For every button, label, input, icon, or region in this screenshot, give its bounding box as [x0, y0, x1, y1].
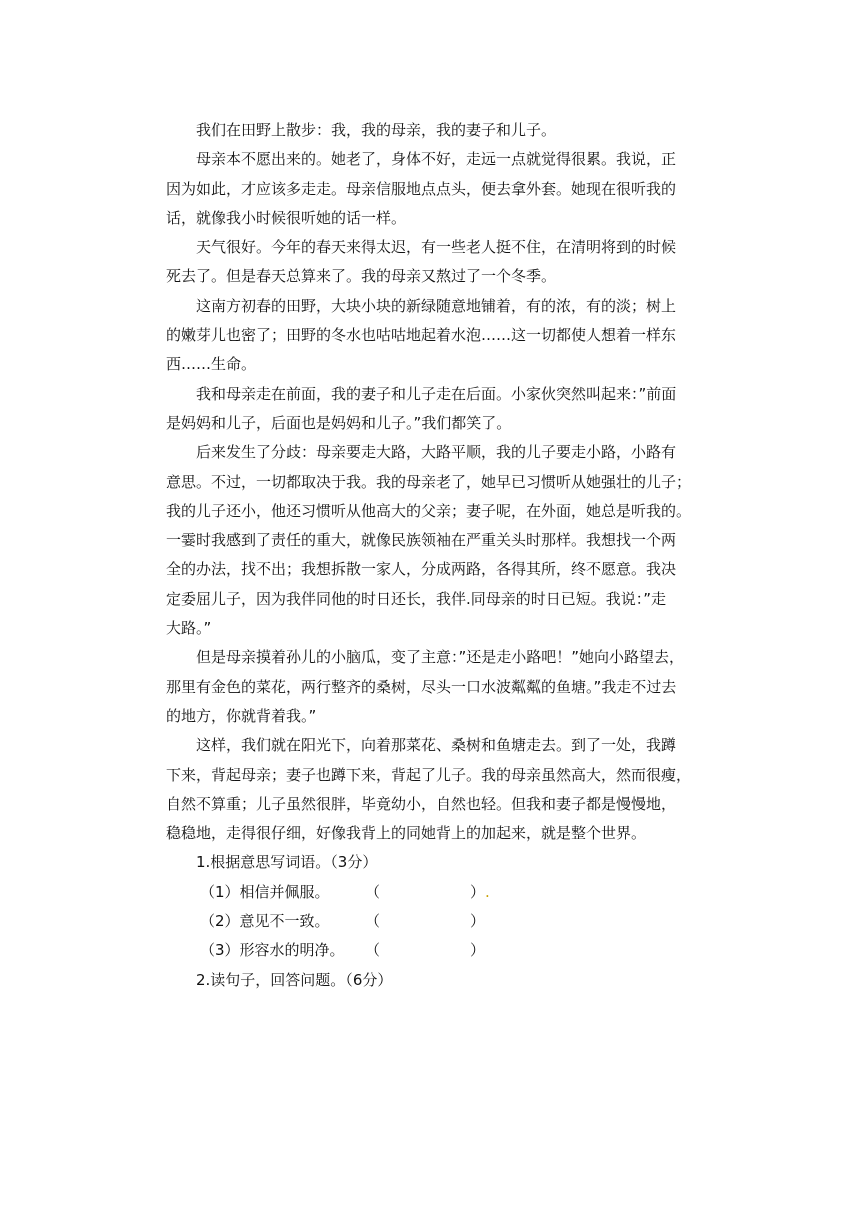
passage-line: 自然不算重；儿子虽然很胖，毕竟幼小，自然也轻。但我和妻子都是慢慢地，	[166, 794, 677, 813]
passage-line: 的嫩芽儿也密了；田野的冬水也咕咕地起着水泡……这一切都使人想着一样东	[166, 326, 677, 345]
paragraph	[166, 438, 696, 643]
question-2	[166, 966, 696, 995]
worksheet-page	[166, 116, 696, 995]
passage-line: 天气很好。今年的春天来得太迟，有一些老人挺不住，在清明将到的时候	[196, 238, 677, 257]
passage-line: 大路。”	[166, 619, 212, 638]
paragraph	[166, 380, 696, 439]
passage-line: 死去了。但是春天总算来了。我的母亲又熬过了一个冬季。	[166, 267, 557, 286]
passage-line: 这南方初春的田野，大块小块的新绿随意地铺着，有的浓，有的淡；树上	[196, 296, 677, 315]
question-1-item	[166, 878, 696, 907]
passage-line: 因为如此，才应该多走走。母亲信服地点点头，便去拿外套。她现在很听我的	[166, 179, 677, 198]
close-paren: ）	[470, 912, 486, 931]
passage-line: 话，就像我小时候很听她的话一样。	[166, 208, 407, 227]
answer-blank[interactable]	[380, 907, 470, 936]
paragraph	[166, 116, 696, 145]
open-paren: （	[365, 882, 381, 901]
paragraph	[166, 145, 696, 233]
passage-line: 一霎时我感到了责任的重大，就像民族领袖在严重关头时那样。我想找一个两	[166, 531, 677, 550]
passage-line: 我和母亲走在前面，我的妻子和儿子走在后面。小家伙突然叫起来：”前面	[196, 384, 677, 403]
paragraph	[166, 233, 696, 292]
item-prompt: （3）形容水的明净。	[200, 941, 345, 960]
passage-line: 下来，背起母亲；妻子也蹲下来，背起了儿子。我的母亲虽然高大，然而很瘦，	[166, 765, 692, 784]
passage-line: 后来发生了分歧：母亲要走大路，大路平顺，我的儿子要走小路，小路有	[196, 443, 677, 462]
passage-line: 的地方，你就背着我。”	[166, 706, 317, 725]
item-prompt: （2）意见不一致。	[200, 912, 330, 931]
passage-line: 这样，我们就在阳光下，向着那菜花、桑树和鱼塘走去。到了一处，我蹲	[196, 736, 677, 755]
paragraph	[166, 643, 696, 731]
answer-blank[interactable]	[380, 878, 470, 907]
passage-line: 但是母亲摸着孙儿的小脑瓜，变了主意：”还是走小路吧！”她向小路望去，	[196, 648, 685, 667]
question-1	[166, 848, 696, 965]
answer-blank[interactable]	[380, 936, 470, 965]
passage-line: 西……生命。	[166, 355, 257, 374]
question-1-title: 1.根据意思写词语。（3分）	[196, 853, 378, 872]
passage-line: 我们在田野上散步：我，我的母亲，我的妻子和儿子。	[196, 121, 557, 139]
passage-line: 是妈妈和儿子，后面也是妈妈和儿子。”我们都笑了。	[166, 413, 512, 432]
passage-line: 稳稳地，走得很仔细，好像我背上的同她背上的加起来，就是整个世界。	[166, 824, 647, 843]
question-1-item	[166, 936, 696, 965]
passage-line: 意思。不过，一切都取决于我。我的母亲老了，她早已习惯听从她强壮的儿子；	[166, 472, 692, 491]
passage-line: 全的办法，找不出；我想拆散一家人，分成两路，各得其所，终不愿意。我决	[166, 560, 677, 579]
paragraph	[166, 292, 696, 380]
item-prompt: （1）相信并佩服。	[200, 882, 330, 901]
passage-line: 我的儿子还小，他还习惯听从他高大的父亲；妻子呢，在外面，她总是听我的。	[166, 501, 692, 520]
close-paren: ）	[470, 941, 486, 960]
open-paren: （	[365, 912, 381, 931]
passage	[166, 116, 696, 848]
close-paren: ）	[470, 882, 486, 901]
stray-mark: .	[485, 882, 490, 901]
passage-line: 母亲本不愿出来的。她老了，身体不好，走远一点就觉得很累。我说，正	[196, 150, 677, 169]
open-paren: （	[365, 941, 381, 960]
question-1-item	[166, 907, 696, 936]
question-2-title: 2.读句子，回答问题。（6分）	[196, 970, 393, 989]
paragraph	[166, 731, 696, 848]
passage-line: 定委屈儿子，因为我伴同他的时日还长，我伴.同母亲的时日已短。我说：”走	[166, 589, 667, 608]
passage-line: 那里有金色的菜花，两行整齐的桑树，尽头一口水波粼粼的鱼塘。”我走不过去	[166, 677, 677, 696]
